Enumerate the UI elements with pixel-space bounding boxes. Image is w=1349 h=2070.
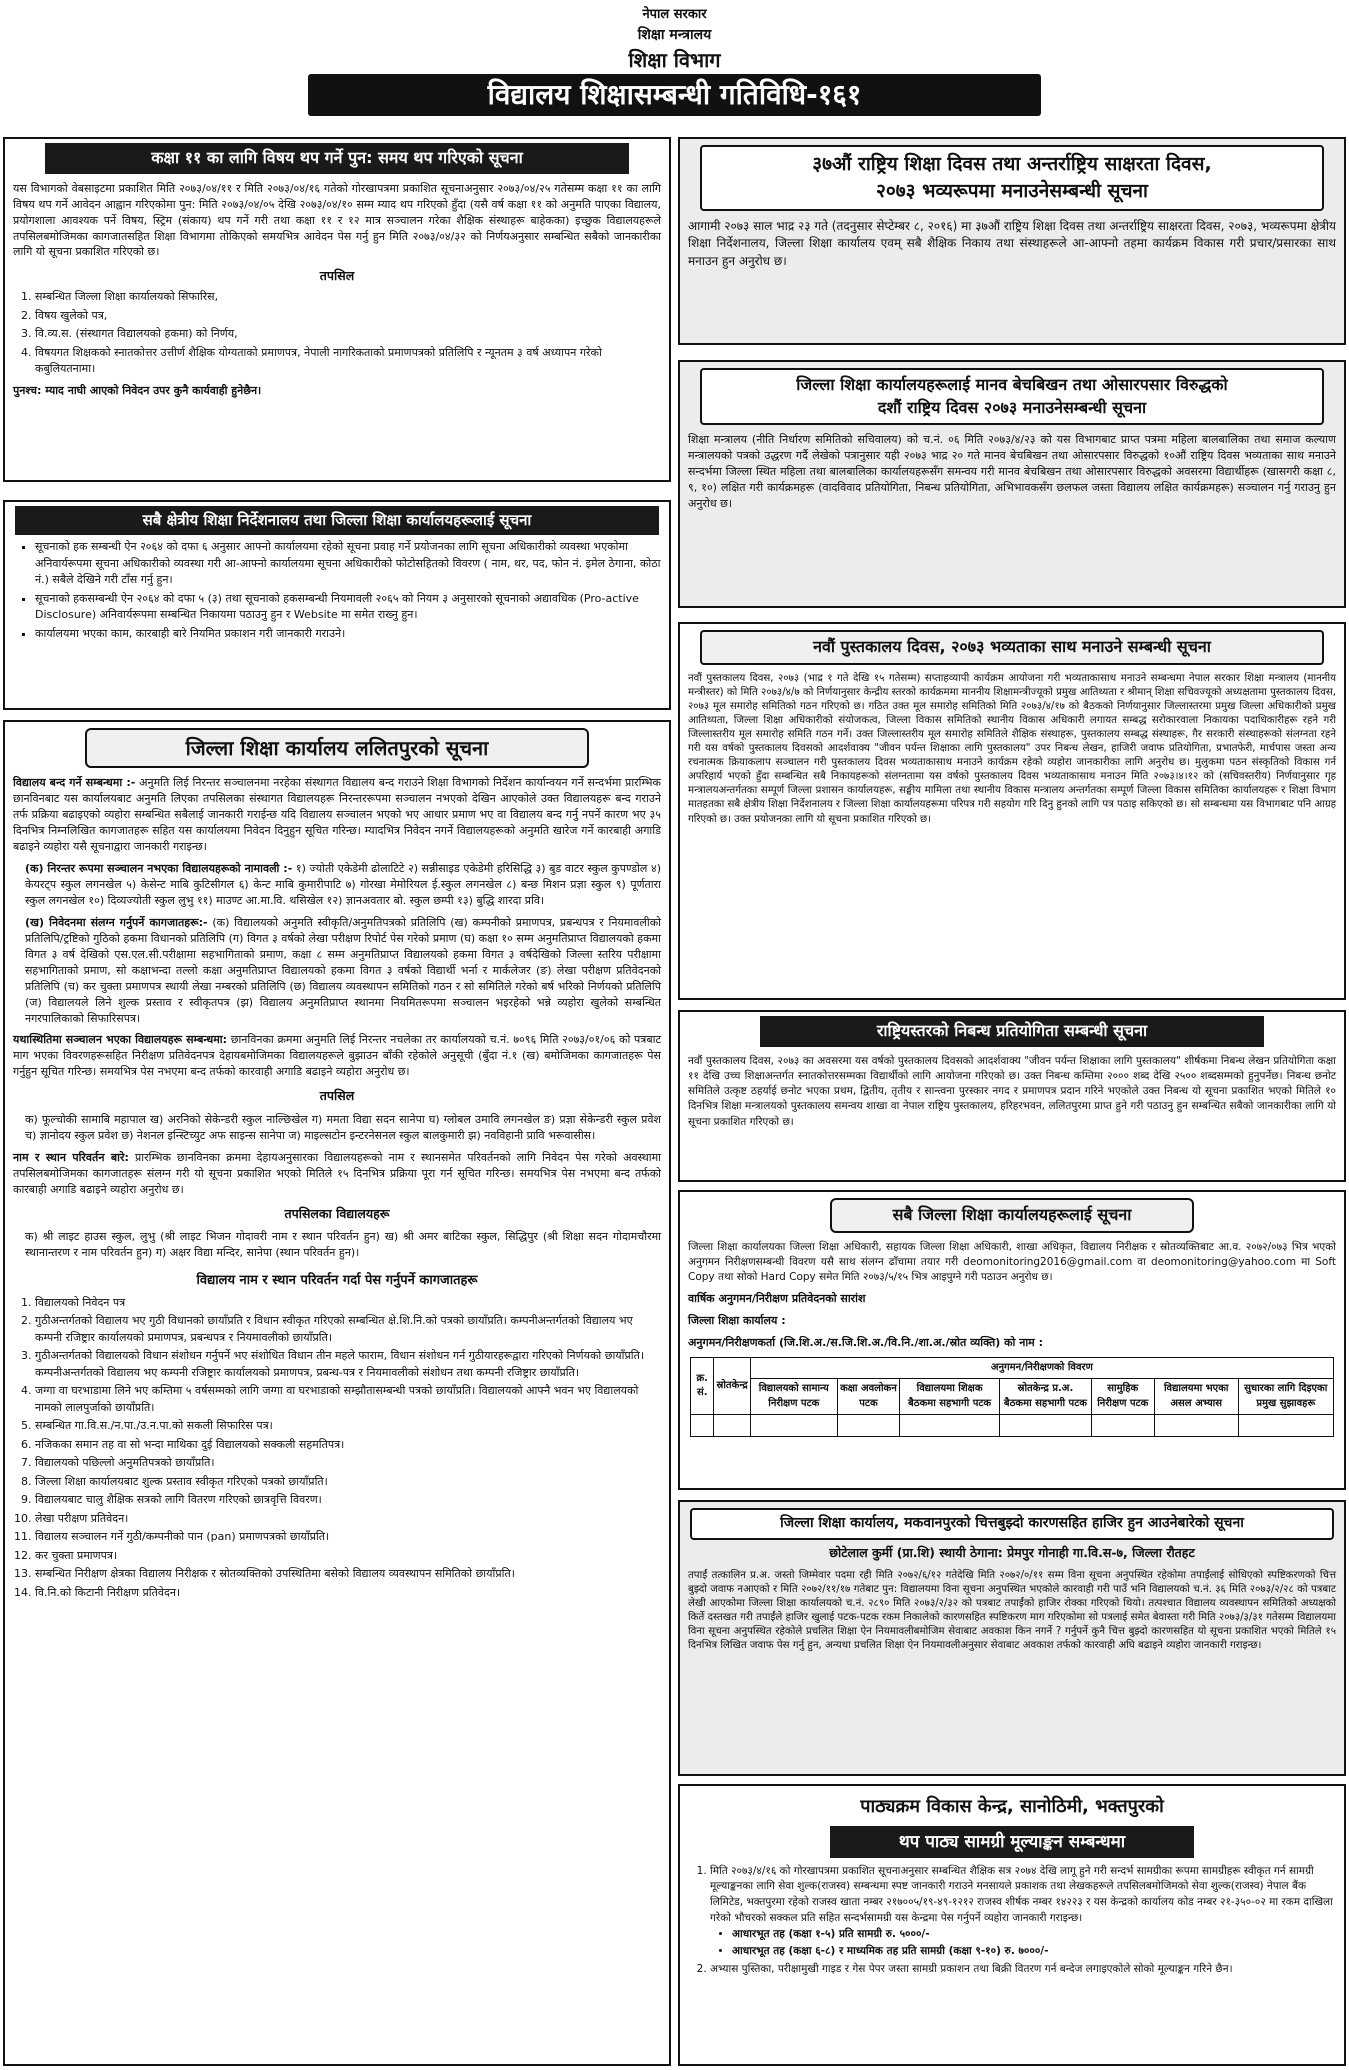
cdc-fee-list	[710, 1927, 1336, 1961]
notice-makwanpur-body: तपाईं तत्कालिन प्र.अ. जस्तो जिम्मेवार पदमा रही मिति २०७२/६/१२ गतेदेखि मिति २०७२/०/११ सम्म विना सूचना अनुपस्थित रहेकोमा तपाईंलाई सोधिएको स्पष्टिकरणको चित्त बुझ्दो जवाफ नआएको र मिति २०७२/११/१७ गतेबाट पुन: विद्यालयमा विना सूचना अनुपस्थित भएकोले कारवाही गरी पाउँ भनि विद्यालयको च.नं. ३६ मिति २०७३/२/२८ को पत्रबाट लेखी आएकोमा जिल्ला शिक्षा कार्यालयको च.नं. २८९० मिति २०७३/२/३२ को पत्रबाट तपाईंको हाजिर रोक्का गरिएको थियो। तत्पश्चात विद्यालय व्यवस्थापन समितिको अध्यक्षको किर्ते दस्तखत गरी तपाईंले हाजिर खुलाई पटक-पटक रकम निकालेको कारणसहित स्पष्टिकरण माग गरिएकोमा सो पत्रलाई समेत बेवास्ता गरी मिति २०७३/३/३१ गतेसम्म विद्यालयमा विना सूचना अनुपस्थित रहेकोले प्रचलित शिक्षा ऐन नियमावलीबमोजिम सेवाबाट अवकाश किन नगर्ने ? गर्नुपर्ने कुनै चित्त बुझ्दो कारणसहित यो सूचना प्रकाशित भएको मितिले १५ दिनभित्र लिखित जवाफ पेस गर्नु हुन, अन्यथा प्रचलित शिक्षा ऐन नियमावलीअनुसार सेवाबाट अवकाश तर्फको कारवाही अघि बढाइने व्यहोरा जानकारी गराइन्छ।	[688, 1569, 1336, 1652]
p1b-text: (क) विद्यालयको अनुमति स्वीकृति/अनुमतिपत्रको प्रतिलिपि (ख) कम्पनीको प्रमाणपत्र, प्रबन्धपत्र र नियमावलीको प्रतिलिपि/ट्रष्टिको गुठिको हकमा विधानको प्रतिलिपि (ग) विगत ३ वर्षको लेखा परीक्षण रिपोर्ट पेस गरेको प्रमाण (घ) कक्षा १० सम्म अनुमतिप्राप्त विद्यालयको हकमा विगत ३ वर्ष देखिको एस.एल.सी.परीक्षामा सहभागिताको प्रमाण, कक्षा ८ सम्म अनुमतिप्राप्त विद्यालयको हकमा विगत ३ वर्षदेखिको जिल्ला स्तरिय परीक्षामा सहभागिताको प्रमाण, सो कक्षाभन्दा तल्लो कक्षा अनुमतिप्राप्त विद्यालयको हकमा विगत ३ वर्षको विद्यार्थी भर्ना र मार्कलेजर (ङ) लेखा परीक्षण प्रतिवेदनको प्रतिलिपि (च) कर चुक्ता प्रमाणपत्र स्थायी लेखा नम्बरको प्रतिलिपि (छ) विद्यालय व्यवस्थापन समितिको गठन र सो समितिले गरेको बर्ष भरिको निर्णयको प्रतिलिपि (ज) विद्यालयले लिने शुल्क प्रस्ताव र स्वीकृतपत्र (झ) विद्यालय अनुमतिप्राप्त स्थानमा नियमितरूपमा सञ्चालन भइरहेको भन्ने व्यहोरा खुलेको सम्बन्धित नगरपालिकाको सिफारिसपत्र।	[25, 915, 661, 1025]
notice-class11-subheading: तपसिल	[319, 268, 355, 284]
table-row	[691, 1414, 1334, 1436]
notice-trafficking-body: शिक्षा मन्त्रालय (नीति निर्धारण समितिको सचिवालय) को च.नं. ०६ मिति २०७३/४/२३ को यस विभागबाट प्राप्त पत्रमा महिला बालबालिका तथा समाज कल्याण मन्त्रालयको पत्रको उद्धरण गर्दै लेखेको पत्रानुसार यही २०७३ भाद्र २० गते मानव बेचबिखन तथा ओसारपसार विरुद्धको १०औं राष्ट्रिय दिवस भव्यताका साथ मनाउने सन्दर्भमा जिल्ला स्थित महिला तथा बालबालिका कार्यालयहरूसँग समन्वय गरी मानव बेचबिखन तथा ओसारपसार विरुद्धको अवसरमा विद्यार्थीहरू (खासगरी कक्षा ८, ९, १०) लक्षित गरी कार्यक्रमहरू (वादविवाद प्रतियोगिता, निबन्ध प्रतियोगिता, अभिभावकसँग छलफल जस्ता विद्यालय लक्षित कार्यक्रमहरू) सञ्चालन गर्नु गराउनु हुन अनुरोध छ।	[688, 433, 1336, 511]
notice-lalitpur-p1	[5, 772, 669, 858]
list-item: 4. विषयगत शिक्षकको स्नातकोत्तर उत्तीर्ण शैक्षिक योग्यताको प्रमाणपत्र, नेपाली नागरिकताको प्रमाणपत्रको प्रतिलिपि र न्यूनतम ३ वर्ष अध्यापन गरेको कबुलियतनामा।	[35, 345, 661, 378]
notice-all-deo-title: सबै जिल्ला शिक्षा कार्यालयहरूलाई सूचना	[830, 1198, 1194, 1233]
notice-cdc-list	[680, 1864, 1344, 1978]
notice-regional-list	[5, 539, 669, 642]
table-header: विद्यालयमा शिक्षक बैठकमा सहभागी पटक	[900, 1379, 1000, 1414]
notice-education-day-body: आगामी २०७३ साल भाद्र २३ गते (तदनुसार सेप्टेम्बर ८, २०१६) मा ३७औं राष्ट्रिय शिक्षा दिवस तथा अन्तर्राष्ट्रिय साक्षरता दिवस, २०७३, भव्यरूपमा क्षेत्रीय शिक्षा निर्देशनालय, जिल्ला शिक्षा कार्यालय एवम् सबै शैक्षिक निकाय तथा संस्थाहरूले आ-आफ्नो तहमा कार्यक्रम विकास गरी प्रचार/प्रसारका साथ मनाउन हुन अनुरोध छ।	[688, 218, 1336, 268]
list-item: 3. वि.व्य.स. (संस्थागत विद्यालयको हकमा) को निर्णय,	[35, 326, 661, 343]
notice-all-deo	[678, 1190, 1346, 1490]
form-title: वार्षिक अनुगमन/निरीक्षण प्रतिवेदनको सारांश	[688, 1292, 866, 1306]
fee-item: • आधारभूत तह (कक्षा १-५) प्रति सामग्री रु. ५०००/-	[732, 1927, 1336, 1943]
notice-regional-title: सबै क्षेत्रीय शिक्षा निर्देशनालय तथा जिल्ला शिक्षा कार्यालयहरूलाई सूचना	[15, 506, 659, 535]
p3-text: प्रारम्भिक छानविनका क्रममा देहायअनुसारका विद्यालयहरूको नाम र स्थानसमेत परिवर्तनको लागि निवेदन पेस गरेको अवस्थामा तपसिलबमोजिमका कागजातहरू संलग्न गरी यो सूचना प्रकाशित भएको मितिले १५ दिनभित्र प्रक्रिया पूरा गर्न सूचित गरिन्छ। समयभित्र पेस नभएमा बन्द तर्फको कारबाही अगाडि बढाइने व्यहोरा अनुरोध छ।	[13, 1150, 661, 1196]
notice-regional	[3, 500, 671, 710]
p3-label: नाम र स्थान परिवर्तन बारे:	[13, 1150, 129, 1164]
p1a-label: (क) निरन्तर रूपमा सञ्चालन नभएका विद्यालयहरूको नामावली :-	[25, 862, 293, 876]
table-header: स्रोतकेन्द्र प्र.अ. बैठकमा सहभागी पटक	[1000, 1379, 1092, 1414]
title-line1: जिल्ला शिक्षा कार्यालयहरूलाई मानव बेचबिखन तथा ओसारपसार विरुद्धको	[796, 375, 1228, 394]
notice-cdc	[678, 1784, 1346, 2066]
notice-lalitpur-p1b	[5, 912, 669, 1030]
docs-list	[5, 1295, 669, 1602]
list-item: 2. विषय खुलेको पत्र,	[35, 308, 661, 325]
list-item: ▪ कार्यालयमा भएका काम, कारबाही बारे नियमित प्रकाशन गरी जानकारी गराउने।	[35, 626, 661, 643]
form-office-label: जिल्ला शिक्षा कार्यालय :	[688, 1313, 786, 1327]
notice-essay-body: नवौं पुस्तकालय दिवस, २०७३ का अवसरमा यस वर्षको पुस्तकालय दिवसको आदर्शवाक्य "जीवन पर्यन्त शिक्षाका लागि पुस्तकालय" शीर्षकमा निबन्ध लेखन प्रतियोगिता कक्षा ११ देखि उच्च शिक्षाअन्तर्गत स्नातकोत्तरसम्मका विद्यार्थीको लागि आयोजना गरिएको छ। उक्त निबन्ध कम्तिमा २००० शब्द देखि २५०० शब्दसम्मको हुनुपर्नेछ। निबन्ध छनोट समितिले उत्कृष्ट ठहर्याई छनोट भएका प्रथम, द्वितीय, तृतीय र सान्त्वना पुरस्कार नगद र प्रमाणपत्र प्रदान गरिने भएकोले उक्त निबन्ध यो सूचना प्रकाशित भएको मितिले १० दिनभित्र शिक्षा मन्त्रालयको पुस्तकालय समन्वय शाखा वा नेपाल राष्ट्रिय पुस्तकालय, हरिहरभवन, ललितपुरमा प्राप्त हुने गरी पठाउनु हुन सम्बन्धित सबैको जानकारीका लागि यो सूचना प्रकाशित गरिएको छ।	[688, 1054, 1336, 1128]
list-item: ▪ सूचनाको हक सम्बन्धी ऐन २०६४ को दफा ६ अनुसार आफ्नो कार्यालयमा रहेको सूचना प्रवाह गर्ने प्रयोजनका लागि सूचना अधिकारीको व्यवस्था भएकोमा अनिवार्यरूपमा सूचना अधिकारीको व्यवस्था गरी आ-आफ्नो कार्यालयमा सूचना अधिकारीको फोटोसहितको विवरण ( नाम, थर, पद, फोन नं. इमेल ठेगाना, कोठा नं.) सबैले देखिने गरी टाँस गर्नु हुन।	[35, 539, 661, 589]
table-header: विद्यालयको सामान्य निरीक्षण पटक	[750, 1379, 837, 1414]
notice-class11-title: कक्षा ११ का लागि विषय थप गर्ने पुन: समय थप गरिएको सूचना	[45, 143, 629, 174]
p2-list: क) फूल्चोकी सामाबि महापाल ख) अरनिको सेकेन्डरी स्कुल नाल्छिखेल ग) ममता विद्या सदन सानेपा घ) ग्लोबल उमावि लगनखेल ङ) प्रज्ञा सेकेन्डरी स्कुल प्रवेश च) ज्ञानोदय स्कुल प्रवेश छ) नेशनल इन्स्टिच्युट अफ साइन्स सानेपा ज) माइल्सटोन इन्टरनेसनल स्कुल बालकुमारी झ) नवविहानी प्रावि भरूवासीस।	[25, 1113, 661, 1142]
notice-lalitpur-p1a	[5, 858, 669, 912]
notice-lalitpur	[3, 720, 671, 2066]
p2-label: यथास्थितिमा सञ्चालन भएका विद्यालयहरू सम्बन्धमा:	[13, 1033, 228, 1047]
p1a-text: १) ज्योती एकेडेमी ढोलाटिटे २) सन्नीसाइड एकेडेमी हरिसिद्धि ३) बुड वाटर स्कुल कुपण्डोल ४) केयरट्प स्कुल लगनखेल ५) केसेन्ट माबि कुटिसीगल ६) केन्ट माबि कुमारीपाटि ७) गोरखा मेमोरियल ई.स्कुल लगनखेल ८) बन्छ मिशन प्रज्ञा स्कुल ९) पूर्णतारा स्कुल लगनखेल १०) दिव्यज्योती स्कुल लुभु ११) माउण्ट आ.मा.वि. थसिखेल १२) ज्ञानअवतार बो. स्कुल छम्पी १३) बुद्धि शारदा प्रवि।	[25, 862, 661, 907]
list-item: 5. सम्बन्धित गा.वि.स./न.पा./उ.न.पा.को सकली सिफारिस पत्र।	[35, 1418, 661, 1435]
list-item: ▪ सूचनाको हकसम्बन्धी ऐन २०६४ को दफा ५ (३) तथा सूचनाको हकसम्बन्धी नियमावली २०६५ को नियम ३ अनुसारको सूचनाको अद्यावधिक (Pro-active Disclosure) अनिवार्यरूपमा सम्बन्धित निकायमा पठाउनु हुन र Website मा समेत राख्नु हुन।	[35, 591, 661, 624]
masthead	[0, 0, 1349, 118]
list-item: 4. जग्गा वा घरभाडामा लिने भए कम्तिमा ५ वर्षसम्मको लागि जग्गा वा घरभाडाको सम्झौतासम्बन्धी पत्रको छायाँप्रति। विद्यालयको आफ्नै भवन भए विद्यालयको नामको लालपुर्जाको छायाँप्रति।	[35, 1383, 661, 1416]
department-name: शिक्षा विभाग	[628, 48, 721, 72]
notice-essay-title: राष्ट्रियस्तरको निबन्ध प्रतियोगिता सम्बन्धी सूचना	[760, 1016, 1264, 1047]
notice-lalitpur-title: जिल्ला शिक्षा कार्यालय ललितपुरको सूचना	[85, 728, 589, 768]
list-item: 7. विद्यालयको पछिल्लो अनुमतिपत्रको छायाँप्रति।	[35, 1455, 661, 1472]
government-name: नेपाल सरकार	[642, 7, 707, 22]
notice-makwanpur-title: जिल्ला शिक्षा कार्यालय, मकवानपुरको चित्तबुझ्दो कारणसहित हाजिर हुन आउनेबारेको सूचना	[690, 1508, 1334, 1540]
list-item: 1. विद्यालयको निवेदन पत्र	[35, 1295, 661, 1312]
notice-essay	[678, 1010, 1346, 1182]
notice-lalitpur-p2	[5, 1029, 669, 1083]
notice-class11-body: यस विभागको वेबसाइटमा प्रकाशित मिति २०७३/०४/११ र मिति २०७३/०४/१६ गतेको गोरखापत्रमा प्रकाशित सूचनाअनुसार २०७३/०४/२५ गतेसम्म कक्षा ११ का लागि विषय थप गर्ने आवेदन आह्वान गरिएकोमा पुन: मिति २०७३/०४/०५ देखि २०७३/०४/१० सम्म म्याद थप गरिएको हुँदा (यसै वर्ष कक्षा ११ को अनुमति पाएका विद्यालय, प्रयोगशाला आवश्यक पर्ने विषय, स्ट्रिम (संकाय) थप गर्ने गरी तथा कक्षा ११ र १२ मात्र सञ्चालन गरेका शैक्षिक संस्थाहरू बाहेकका) इच्छुक विद्यालयहरूले तपसिलबमोजिमका कागजातसहित शिक्षा विभागमा तोकिएको समयभित्र आवेदन पेस गर्नु हुन मिति २०७३/०४/३२ को निर्णयअनुसार सम्बन्धित सबैको जानकारीका लागि यो सूचना प्रकाशित गरिएको छ।	[13, 181, 661, 259]
list-item: 14. वि.नि.को किटानी निरीक्षण प्रतिवेदन।	[35, 1585, 661, 1602]
table-header: क्र. सं.	[691, 1358, 714, 1415]
title-line2: दशौं राष्ट्रिय दिवस २०७३ मनाउनेसम्बन्धी सूचना	[877, 397, 1147, 417]
table-group-header: अनुगमन/निरीक्षणको विवरण	[750, 1358, 1333, 1379]
title-line2: २०७३ भव्यरूपमा मनाउनेसम्बन्धी सूचना	[876, 179, 1148, 202]
title-line1: ३७औं राष्ट्रिय शिक्षा दिवस तथा अन्तर्राष्ट्रिय साक्षरता दिवस,	[812, 153, 1212, 175]
list-item: 9. विद्यालयबाट चालु शैक्षिक सत्रको लागि वितरण गरिएको छात्रवृत्ति विवरण।	[35, 1492, 661, 1509]
table-header: सुधारका लागि दिइएका प्रमुख सुझावहरू	[1238, 1379, 1333, 1414]
notice-lalitpur-p3	[5, 1147, 669, 1201]
list-item: 8. जिल्ला शिक्षा कार्यालयबाट शुल्क प्रस्ताव स्वीकृत गरिएको पत्रको छायाँप्रति।	[35, 1474, 661, 1491]
ministry-name: शिक्षा मन्त्रालय	[637, 27, 712, 43]
table-header: कक्षा अवलोकन पटक	[837, 1379, 899, 1414]
form-inspector-label: अनुगमन/निरीक्षणकर्ता (जि.शि.अ./स.जि.शि.अ./वि.नि./शा.अ./स्रोत व्यक्ति) को नाम :	[688, 1335, 1043, 1349]
list-item: 12. कर चुक्ता प्रमाणपत्र।	[35, 1548, 661, 1565]
notice-trafficking	[678, 360, 1346, 608]
monitoring-summary-table	[690, 1357, 1334, 1437]
notice-makwanpur-subtitle: छोटेलाल कुर्मी (प्रा.शि) स्थायी ठेगाना: प्रेमपुर गोनाही गा.वि.स-७, जिल्ला रौतहट	[829, 1544, 1195, 1560]
notice-class11-footnote: पुनश्च: म्याद नाघी आएको निवेदन उपर कुनै कार्यवाही हुनेछैन।	[13, 383, 262, 397]
p1-text: अनुमति लिई निरन्तर सञ्चालनमा नरहेका संस्थागत विद्यालय बन्द गराउने शिक्षा विभागको निर्देशन कार्यान्वयन गर्ने सन्दर्भमा प्रारम्भिक छानविनबाट यस कार्यालयबाट अनुमति लिएका तपसिलका संस्थागत विद्यालयहरू निरन्तररूपमा सञ्चालन नभएको देखिन आएकोले उक्त विद्यालयहरू बन्द गराउने तर्फ प्रक्रिया बढाइएको व्यहोरा सम्बन्धित सबैलाई जानकारी गराईन्छ यदि विद्यालय सञ्चालन भएको भए आधार प्रमाण भए वा विद्यालय बन्द गर्नु नपर्ने कारण भए ३५ दिनभित्र निम्नलिखित कागजातहरू सहित यस कार्यालयमा निवेदन दिनुहुन सूचित गरिन्छ। म्यादभित्र निवेदन नगर्ने विद्यालयहरूको अनुमति खारेज गर्ने कारबाही अगाडि बढाइने व्यहोरा यसै सूचनाद्वारा जानकारी गराइन्छ।	[13, 776, 661, 854]
cdc-item1-text: मिति २०७३/४/१६ को गोरखापत्रमा प्रकाशित सूचनाअनुसार सम्बन्धित शैक्षिक सत्र २०७४ देखि लागू हुने गरी सन्दर्भ सामग्रीका रूपमा सामग्रीहरू स्वीकृत गर्न सामग्री मूल्याङ्कनका लागि सेवा शुल्क(राजस्व) सम्बन्धमा स्पष्ट जानकारी गराउने मनसायले प्रकाशक तथा लेखकहरूले तपसिलबमोजिमको सेवा शुल्क(राजस्व) नेपाल बैंक लिमिटेड, भक्तपुरमा रहेको राजस्व खाता नम्बर २१७००५/१९-४९-१२१२ राजस्व शीर्षक नम्बर १४२२३ र यस केन्द्रको कार्यालय कोड नम्बर २१-३५०-०२ मा रकम दाखिला गरेको भौचरको सक्कल प्रति सहित सन्दर्भसामग्री यस केन्द्रमा पेस गर्नुपर्ने व्यहोरा जानकारी गराइन्छ।	[710, 1864, 1333, 1924]
list-item: 13. सम्बन्धित निरीक्षण क्षेत्रका विद्यालय निरीक्षक र स्रोतव्यक्तिको उपस्थितिमा बसेको विद्यालय व्यवस्थापन समितिको छायाँप्रति।	[35, 1566, 661, 1583]
notice-cdc-title-line1: पाठ्यक्रम विकास केन्द्र, सानोठिमी, भक्तपुरको	[860, 1796, 1164, 1817]
list-item: 1. सम्बन्धित जिल्ला शिक्षा कार्यालयको सिफारिस,	[35, 289, 661, 306]
list-item: 3. गुठीअन्तर्गतको विद्यालयको विधान संशोधन गर्नुपर्ने भए संशोधित विधान तीन महले फाराम, विधान संशोधन गर्न गुठीयारहरूद्वारा गरिएको निर्णयको छायाँप्रति। कम्पनीअन्तर्गतको विद्यालय भए कम्पनी रजिष्ट्रार कार्यालयको प्रमाणपत्र, प्रबन्ध-पत्र र नियमावलीको संशोधन तथा कम्पनी रजिष्ट्रार छायाँप्रति।	[35, 1348, 661, 1381]
notice-library	[678, 622, 1346, 1000]
fee-item: • आधारभूत तह (कक्षा ६-८) र माध्यमिक तह प्रति सामग्री (कक्षा ९-१०) रु. ७०००/-	[732, 1944, 1336, 1960]
notice-education-day-title	[700, 145, 1324, 211]
notice-class11	[3, 137, 671, 482]
p3-list: क) श्री लाइट हाउस स्कुल, लुभु (श्री लाइट भिजन गोदावरी नाम र स्थान परिवर्तन हुन) ख) श्री अमर बाटिका स्कुल, सिद्धिपुर (श्री शिक्षा सदन गोदामचौरमा स्थानान्तरण र नाम परिवर्तन हुन) ग) अक्षर विद्या मन्दिर, सानेपा (स्थान परिवर्तन हुन)।	[25, 1230, 661, 1260]
notice-library-title: नवौं पुस्तकालय दिवस, २०७३ भव्यताका साथ मनाउने सम्बन्धी सूचना	[700, 630, 1324, 665]
list-item	[710, 1864, 1336, 1961]
notice-education-day	[678, 137, 1346, 345]
notice-class11-list	[5, 289, 669, 378]
p1b-label: (ख) निवेदनमा संलग्न गर्नुपर्ने कागजातहरू:-	[25, 915, 208, 929]
table-header: सामुहिक निरीक्षण पटक	[1091, 1379, 1154, 1414]
list-item: 2. अभ्यास पुस्तिका, परीक्षामुखी गाइड र गेस पेपर जस्ता सामग्री प्रकाशन तथा बिक्री वितरण गर्न बन्देज लगाइएकोले सोको मूल्याङ्कन गरिने छैन।	[710, 1962, 1336, 1978]
page-title-banner: विद्यालय शिक्षासम्बन्धी गतिविधि-१६१	[308, 74, 1041, 116]
notice-makwanpur	[678, 1500, 1346, 1776]
list-item: 10. लेखा परीक्षण प्रतिवेदन।	[35, 1511, 661, 1528]
notice-trafficking-title	[700, 368, 1324, 425]
notice-library-body: नवौं पुस्तकालय दिवस, २०७३ (भाद्र १ गते देखि १५ गतेसम्म) सप्ताहव्यापी कार्यक्रम आयोजना गरी भव्यताकासाथ मनाउने सम्बन्धमा नेपाल सरकार शिक्षा मन्त्रालय (माननीय मन्त्रीस्तर) को मिति २०७३/४/७ को निर्णयानुसार केन्द्रीय स्तरको कार्यक्रममा माननीय शिक्षामन्त्रीज्यूको प्रमुख आतिथ्यता र श्रीमान् शिक्षा सचिवज्यूको अध्यक्षतामा पुस्तकालय दिवस, २०७३ मूल समारोह समितिको गठन गरिएको छ। गठित उक्त मूल समारोह समितिको मिति २०७३/४/१७ को बैठकको निर्णयानुसार जिल्लास्तरमा प्रमुख जिल्ला अधिकारीको प्रमुख आतिथ्यता, जिल्ला शिक्षा अधिकारीको संयोजकत्व, जिल्ला विकास समितिको स्थानीय विकास अधिकारी लगायत सम्बद्ध सरोकारवाला निकायका पदाधिकारीहरू रहने गरी जिल्लास्तरीय मूल समारोह समिति गठन गर्ने। उक्त जिल्लास्तरीय मूल समारोह समितिले शैक्षिक संस्थाहरू, पुस्तकालय सम्बद्ध संस्थाहरू, गैर सरकारी संस्थाहरूको संलग्नता रहने गरी यस वर्षको पुस्तकालय दिवसको आदर्शवाक्य "जीवन पर्यन्त शिक्षाका लागि पुस्तकालय" उपर निबन्ध लेखन, हाजिरी जवाफ प्रतियोगिता, प्रभातफेरी, मार्चपास जस्ता अन्य रचनात्मक क्रियाकलाप सञ्चालन गरी पुस्तकालय दिवस भव्यताकासाथ मनाउने कार्यक्रम रहेको व्यहोरा जानकारीका लागि अनुरोध छ। मुलुकमा पठन संस्कृतिको विकास गर्न अपरिहार्य भएको हुँदा सम्बन्धित सबै निकायहरूको संलग्नतामा यस वर्षको पुस्तकालय दिवस भव्यताकासाथ मनाउन मिति २०७३।४।१२ को (सचिवस्तरीय) निर्णयानुसार गृह मन्त्रालयअन्तर्गतका सम्पूर्ण जिल्ला प्रशासन कार्यालयहरू, सङ्घीय मामिला तथा स्थानीय विकास मन्त्रालय अन्तर्गतका सम्पूर्ण जिल्ला विकास समितिका कार्यालयहरू र शिक्षा विभाग मातहतका सबै क्षेत्रीय शिक्षा निर्देशनालय र जिल्ला शिक्षा कार्यालयहरूमा परिपत्र गरी सहयोग गरि दिनु हुनको लागि पत्र पठाइ सकिएको छ। सो सम्बन्धमा यस विभागबाट पनि आग्रह गरिएको छ। उक्त प्रयोजनका लागि यो सूचना प्रकाशित गरिएको छ।	[688, 672, 1336, 825]
table-header: स्रोतकेन्द्र	[714, 1358, 750, 1415]
notice-all-deo-body: जिल्ला शिक्षा कार्यालयका जिल्ला शिक्षा अधिकारी, सहायक जिल्ला शिक्षा अधिकारी, शाखा अधिकृत, विद्यालय निरीक्षक र स्रोतव्यक्तिबाट आ.व. २०७२/०७३ भित्र भएको अनुगमन निरीक्षणसम्बन्धी विवरण यसै साथ संलग्न ढाँचामा तयार गरी deomonitoring2016@gmail.com वा deomonitoring@yahoo.com मा Soft Copy तथा सोको Hard Copy समेत मिति २०७३/५/१५ भित्र आइपुग्ने गरी पठाउन अनुरोध छ।	[688, 1240, 1336, 1284]
p2-text: छानविनका क्रममा अनुमति लिई निरन्तर नचलेका तर कार्यालयको च.नं. ७०९६ मिति २०७३/०१/०६ को पत्रबाट माग भएका विवरणहरूसहित निरीक्षण प्रतिवेदनपत्र देहायबमोजिमका विद्यालयहरूले बुझाउन बाँकी रहेकोले अनुसूची (बुँदा नं.१ (ख) बमोजिमका कागजातहरू पेस गर्नुहुन सूचित गरिन्छ। समयभित्र पेस नभएमा बन्द तर्फको कारवाही अगाडि बढाइने व्यहोरा अनुरोध छ।	[13, 1033, 661, 1079]
p2-subheading: तपसिल	[319, 1088, 355, 1104]
docs-heading: विद्यालय नाम र स्थान परिवर्तन गर्दा पेस गर्नुपर्ने कागजातहरू	[196, 1273, 478, 1289]
list-item: 11. विद्यालय सञ्चालन गर्ने गुठी/कम्पनीको पान (pan) प्रमाणपत्रको छायाँप्रति।	[35, 1529, 661, 1546]
list-item: 6. नजिकका समान तह वा सो भन्दा माथिका दुई विद्यालयको सक्कली सहमतिपत्र।	[35, 1437, 661, 1454]
p1-label: विद्यालय बन्द गर्ने सम्बन्धमा :-	[13, 776, 136, 790]
p3-subheading: तपसिलका विद्यालयहरू	[284, 1205, 390, 1221]
table-header: विद्यालयमा भएका असल अभ्यास	[1154, 1379, 1238, 1414]
notice-cdc-title-line2: थप पाठ्य सामग्री मूल्याङ्कन सम्बन्धमा	[830, 1826, 1194, 1858]
list-item: 2. गुठीअन्तर्गतको विद्यालय भए गुठी विधानको छायाँप्रति र विधान स्वीकृत गरिएको सम्बन्धित क्षे.शि.नि.को पत्रको छायाँप्रति। कम्पनीअन्तर्गतको विद्यालय भए कम्पनी रजिष्ट्रार कार्यालयको प्रमाणपत्र, प्रबन्धपत्र र नियमावलीको छायाँप्रति।	[35, 1313, 661, 1346]
